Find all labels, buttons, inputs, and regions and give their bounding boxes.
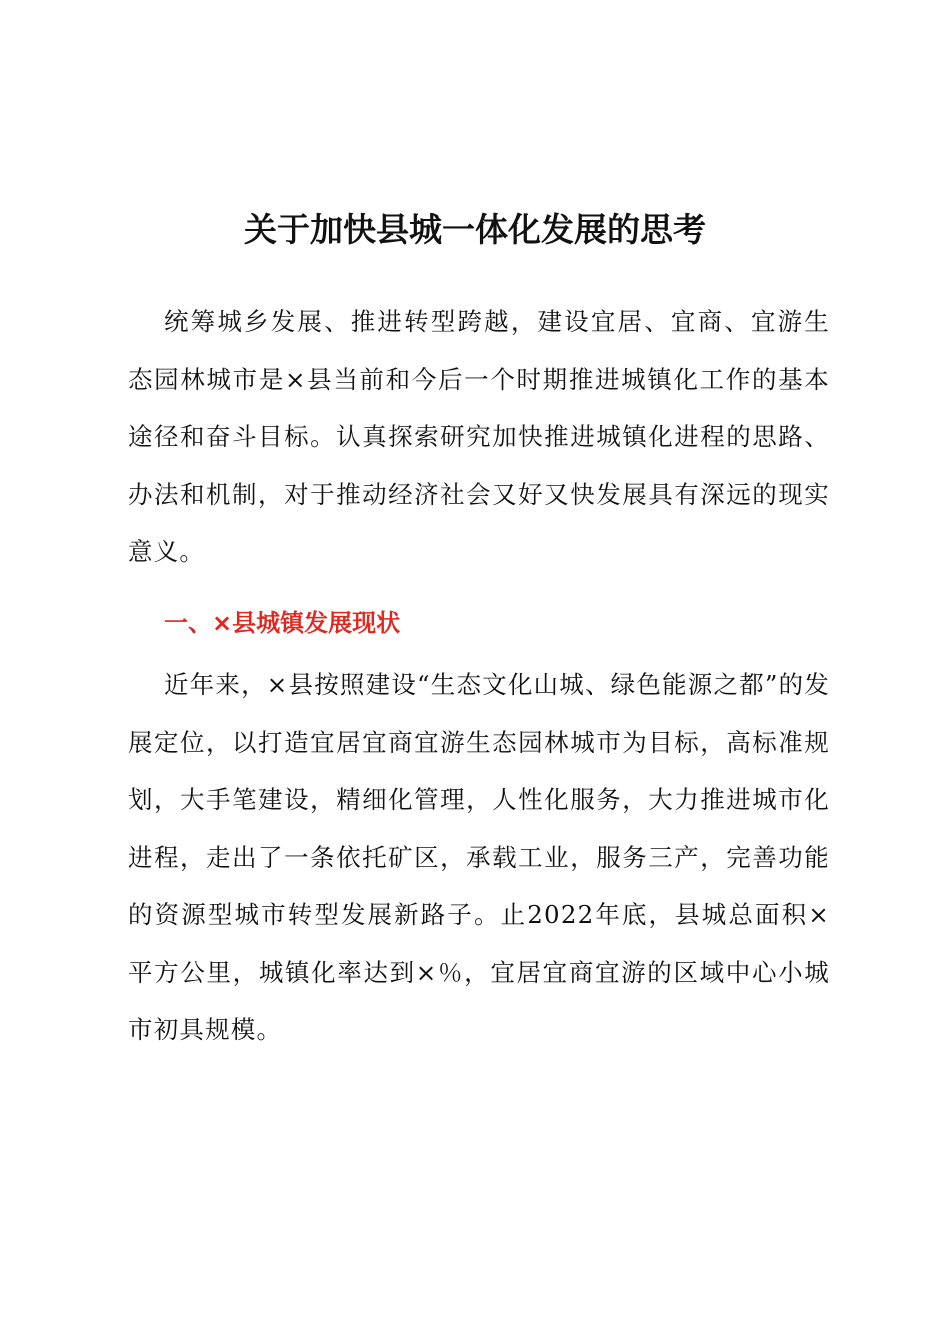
- section-heading: 一、×县城镇发展现状: [164, 609, 401, 637]
- section-paragraph: 近年来，×县按照建设“生态文化山城、绿色能源之都”的发展定位，以打造宜居宜商宜游生态园林城市为目标，高标准规划，大手笔建设，精细化管理，人性化服务，大力推进城市化进程，走出了一条依托矿区，承载工业，服务三产，完善功能的资源型城市转型发展新路子。止2022年底，县城总面积×平方公里，城镇化率达到×％，宜居宜商宜游的区域中心小城市初具规模。: [128, 670, 830, 1044]
- document-title: 关于加快县城一体化发展的思考: [244, 210, 706, 249]
- intro-paragraph: 统筹城乡发展、推进转型跨越，建设宜居、宜商、宜游生态园林城市是×县当前和今后一个时期推进城镇化工作的基本途径和奋斗目标。认真探索研究加快推进城镇化进程的思路、办法和机制，对于推动经济社会又好又快发展具有深远的现实意义。: [128, 307, 830, 566]
